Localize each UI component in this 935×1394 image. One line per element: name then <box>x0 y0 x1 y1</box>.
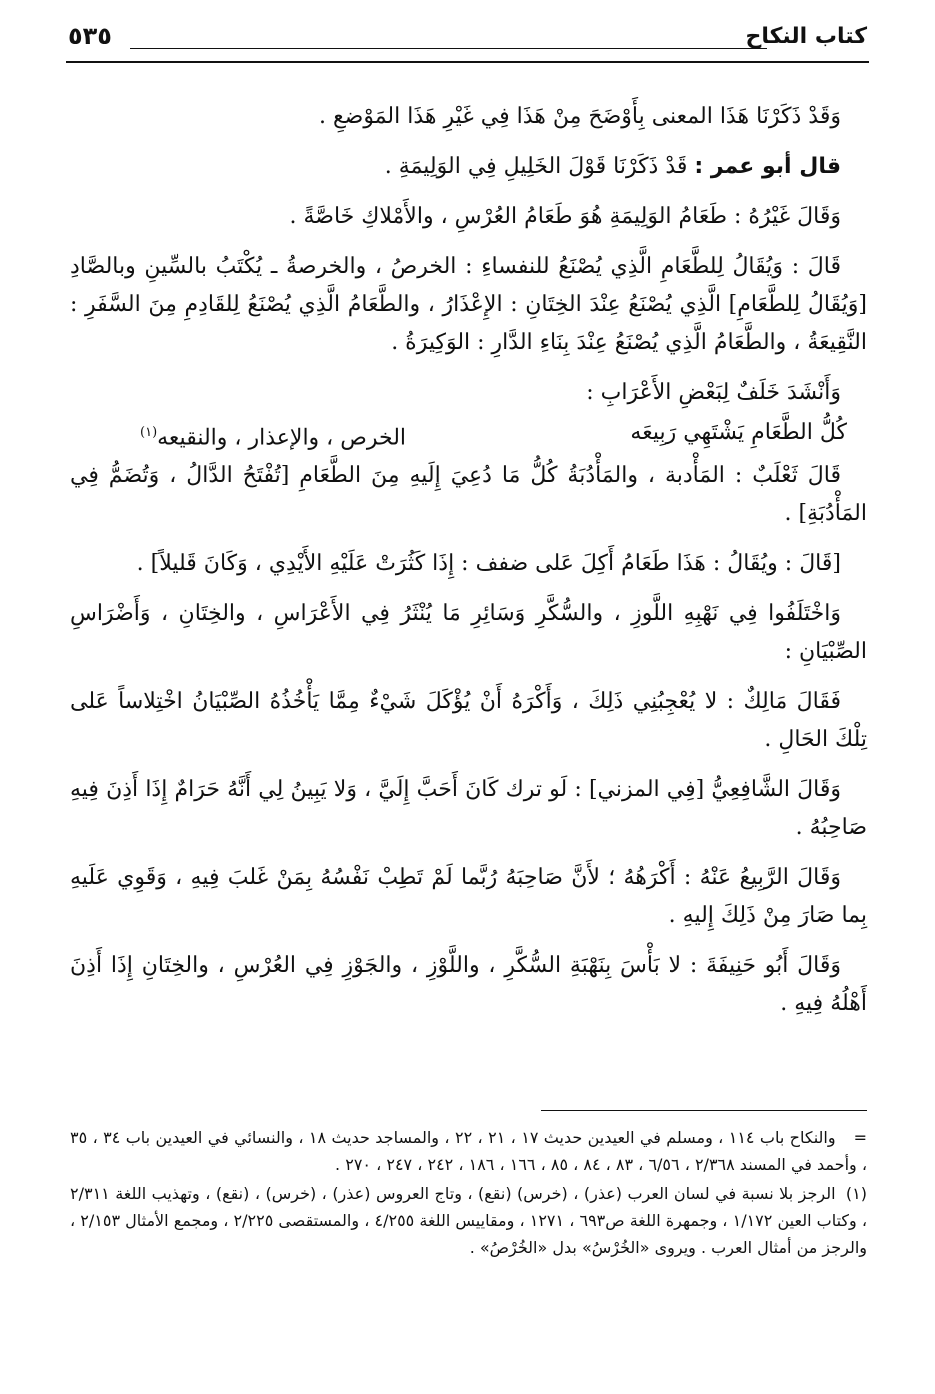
verse-first-hemistich: كُلُّ الطَّعَامِ يَشْتَهِي رَبِيعَه <box>630 420 847 445</box>
paragraph: قَالَ : وَيُقَالُ لِلطَّعَامِ الَّذِي يُصْنَعُ للنفساءِ : الخرصُ ، والخرصةُ ـ يُكْتَبُ بالسِّينِ وبالصَّادِ [وَيُقَالُ لِلطَّعَامِ] الَّذِي يُصْنَعُ عِنْدَ الخِتَانِ : الإِعْذَارُ ، والطَّعَامُ الَّذِي يُصْنَعُ لِلقَادِمِ مِنَ السَّفَرِ : النَّقِيعَةُ ، والطَّعَامُ الَّذِي يُصْنَعُ عِنْدَ بِنَاءِ الدَّارِ : الوَكِيرَةُ . <box>70 254 867 355</box>
page-number: ٥٣٥ <box>68 22 112 50</box>
paragraph <box>70 148 867 186</box>
verse-second-hemistich <box>140 414 406 457</box>
paragraph: وَاخْتَلَفُوا فِي نَهْبِهِ اللَّوزِ ، والسُّكَّرِ وَسَائِرِ مَا يُنْثَرُ فِي الأَعْرَاسِ ، والخِتَانِ ، وَأَضْرَاسِ الصِّبْيَانِ : <box>70 601 867 665</box>
footnote-marker: = <box>853 1128 867 1147</box>
paragraph: وَقَالَ غَيْرُهُ : طَعَامُ الوَلِيمَةِ هُوَ طَعَامُ العُرْسِ ، والأَمْلاكِ خَاصَّةً . <box>289 204 841 229</box>
verse-second-text: الخرص ، والإعذار ، والنقيعه <box>157 425 407 451</box>
paragraph: [قَالَ : ويُقَالُ : هَذَا طَعَامُ أَكِلَ عَلى ضفف : إِذَا كَثُرَتْ عَلَيْهِ الأَيْدِي ، وَكَانَ قَليلاً] . <box>136 551 841 577</box>
main-text <box>70 98 867 1035</box>
paragraph-text: قَدْ ذَكَرْنَا قَوْلَ الخَلِيلِ فِي الوَلِيمَةِ . <box>384 154 688 179</box>
paragraph: فَقَالَ مَالِكٌ : لا يُعْجِبُنِي ذَلِكَ ، وَأَكْرَهُ أَنْ يُؤْكَلَ شَيْءٌ مِمَّا يَأْخُذُهُ الصِّبْيَانُ اخْتِلاساً عَلى تِلْكَ الحَالِ . <box>70 689 867 753</box>
paragraph: وَقَالَ الشَّافِعِيُّ [فِي المزني] : لَو ترك كَانَ أَحَبَّ إِلَيَّ ، وَلا يَبِينُ لِي أَنَّهُ حَرَامٌ إِذَا أَذِنَ فِيهِ صَاحِبُهُ . <box>70 777 867 841</box>
footnote-text: والنكاح باب ١١٤ ، ومسلم في العيدين حديث ١٧ ، ٢١ ، ٢٢ ، والمساجد حديث ١٨ ، والنسائي في العيدين باب ٣٤ ، ٣٥ ، وأحمد في المسند ٢/٣٦٨ ، ٦/٥٦ ، ٨٣ ، ٨٤ ، ٨٥ ، ١٦٦ ، ١٨٦ ، ٢٤٢ ، ٢٤٧ ، ٢٧٠ . <box>70 1128 867 1174</box>
footnote-text: الرجز بلا نسبة في لسان العرب (عذر) ، (خرس) (نقع) ، وتاج العروس (عذر) ، (خرس) ، (نقع) ، وتهذيب اللغة ٢/٣١١ ، وكتاب العين ١/١٧٢ ، وجمهرة اللغة ص٦٩٣ ، ١٢٧١ ، ومقاييس اللغة ٤/٢٥٥ ، والمستقصى ٢/٢٢٥ ، ومجمع الأمثال ٢/١٥٣ ، والرجز من أمثال العرب . ويروى «الخُرْسُ» بدل «الخُرْصُ» . <box>70 1184 868 1257</box>
footnote-reference[interactable]: (١) <box>140 425 158 440</box>
paragraph: وَقَالَ الرَّبِيعُ عَنْهُ : أَكْرَهُهُ ؛ لأَنَّ صَاحِبَهُ رُبَّما لَمْ تَطِبْ نَفْسُهُ بِمَنْ غَلبَ فِيهِ ، وَقَوِي عَلَيهِ بِما صَارَ مِنْ ذَلِكَ إِليهِ . <box>70 865 867 929</box>
paragraph: وَأَنْشَدَ خَلَفٌ لِبَعْضِ الأَعْرَابِ : <box>586 380 841 405</box>
footnote-marker: (١) <box>845 1184 867 1203</box>
paragraph: وَقَالَ أَبُو حَنِيفَةَ : لا بَأْسَ بِنَهْبَةِ السُّكَّرِ ، واللَّوْزِ ، والجَوْزِ فِي العُرْسِ ، والخِتَانِ إِذَا أَذِنَ أَهْلُهُ فِيهِ . <box>70 953 867 1017</box>
footnotes <box>70 1124 867 1263</box>
header-rule <box>130 48 767 49</box>
paragraph: قَالَ ثَعْلَبٌ : المَأْدبة ، والمَأْدُبَةُ كُلُّ مَا دُعِيَ إِلَيهِ مِنَ الطَّعَامِ [تُفْتَحُ الدَّالُ ، وَتُضَمُّ فِي المَأْدُبَةِ] . <box>70 463 867 527</box>
running-header <box>68 22 867 58</box>
speaker-label: قال أبو عمر : <box>694 154 841 179</box>
paragraph: وَقَدْ ذَكَرْنَا هَذَا المعنى بِأَوْضَحَ مِنْ هَذَا فِي غَيْرِ هَذَا المَوْضعِ . <box>318 104 841 129</box>
header-underline <box>66 61 869 63</box>
book-title: كتاب النكاح <box>745 24 867 49</box>
footnote <box>70 1124 867 1178</box>
footnote <box>70 1180 867 1261</box>
poetry-verse <box>70 414 847 457</box>
footnote-separator <box>541 1110 867 1111</box>
